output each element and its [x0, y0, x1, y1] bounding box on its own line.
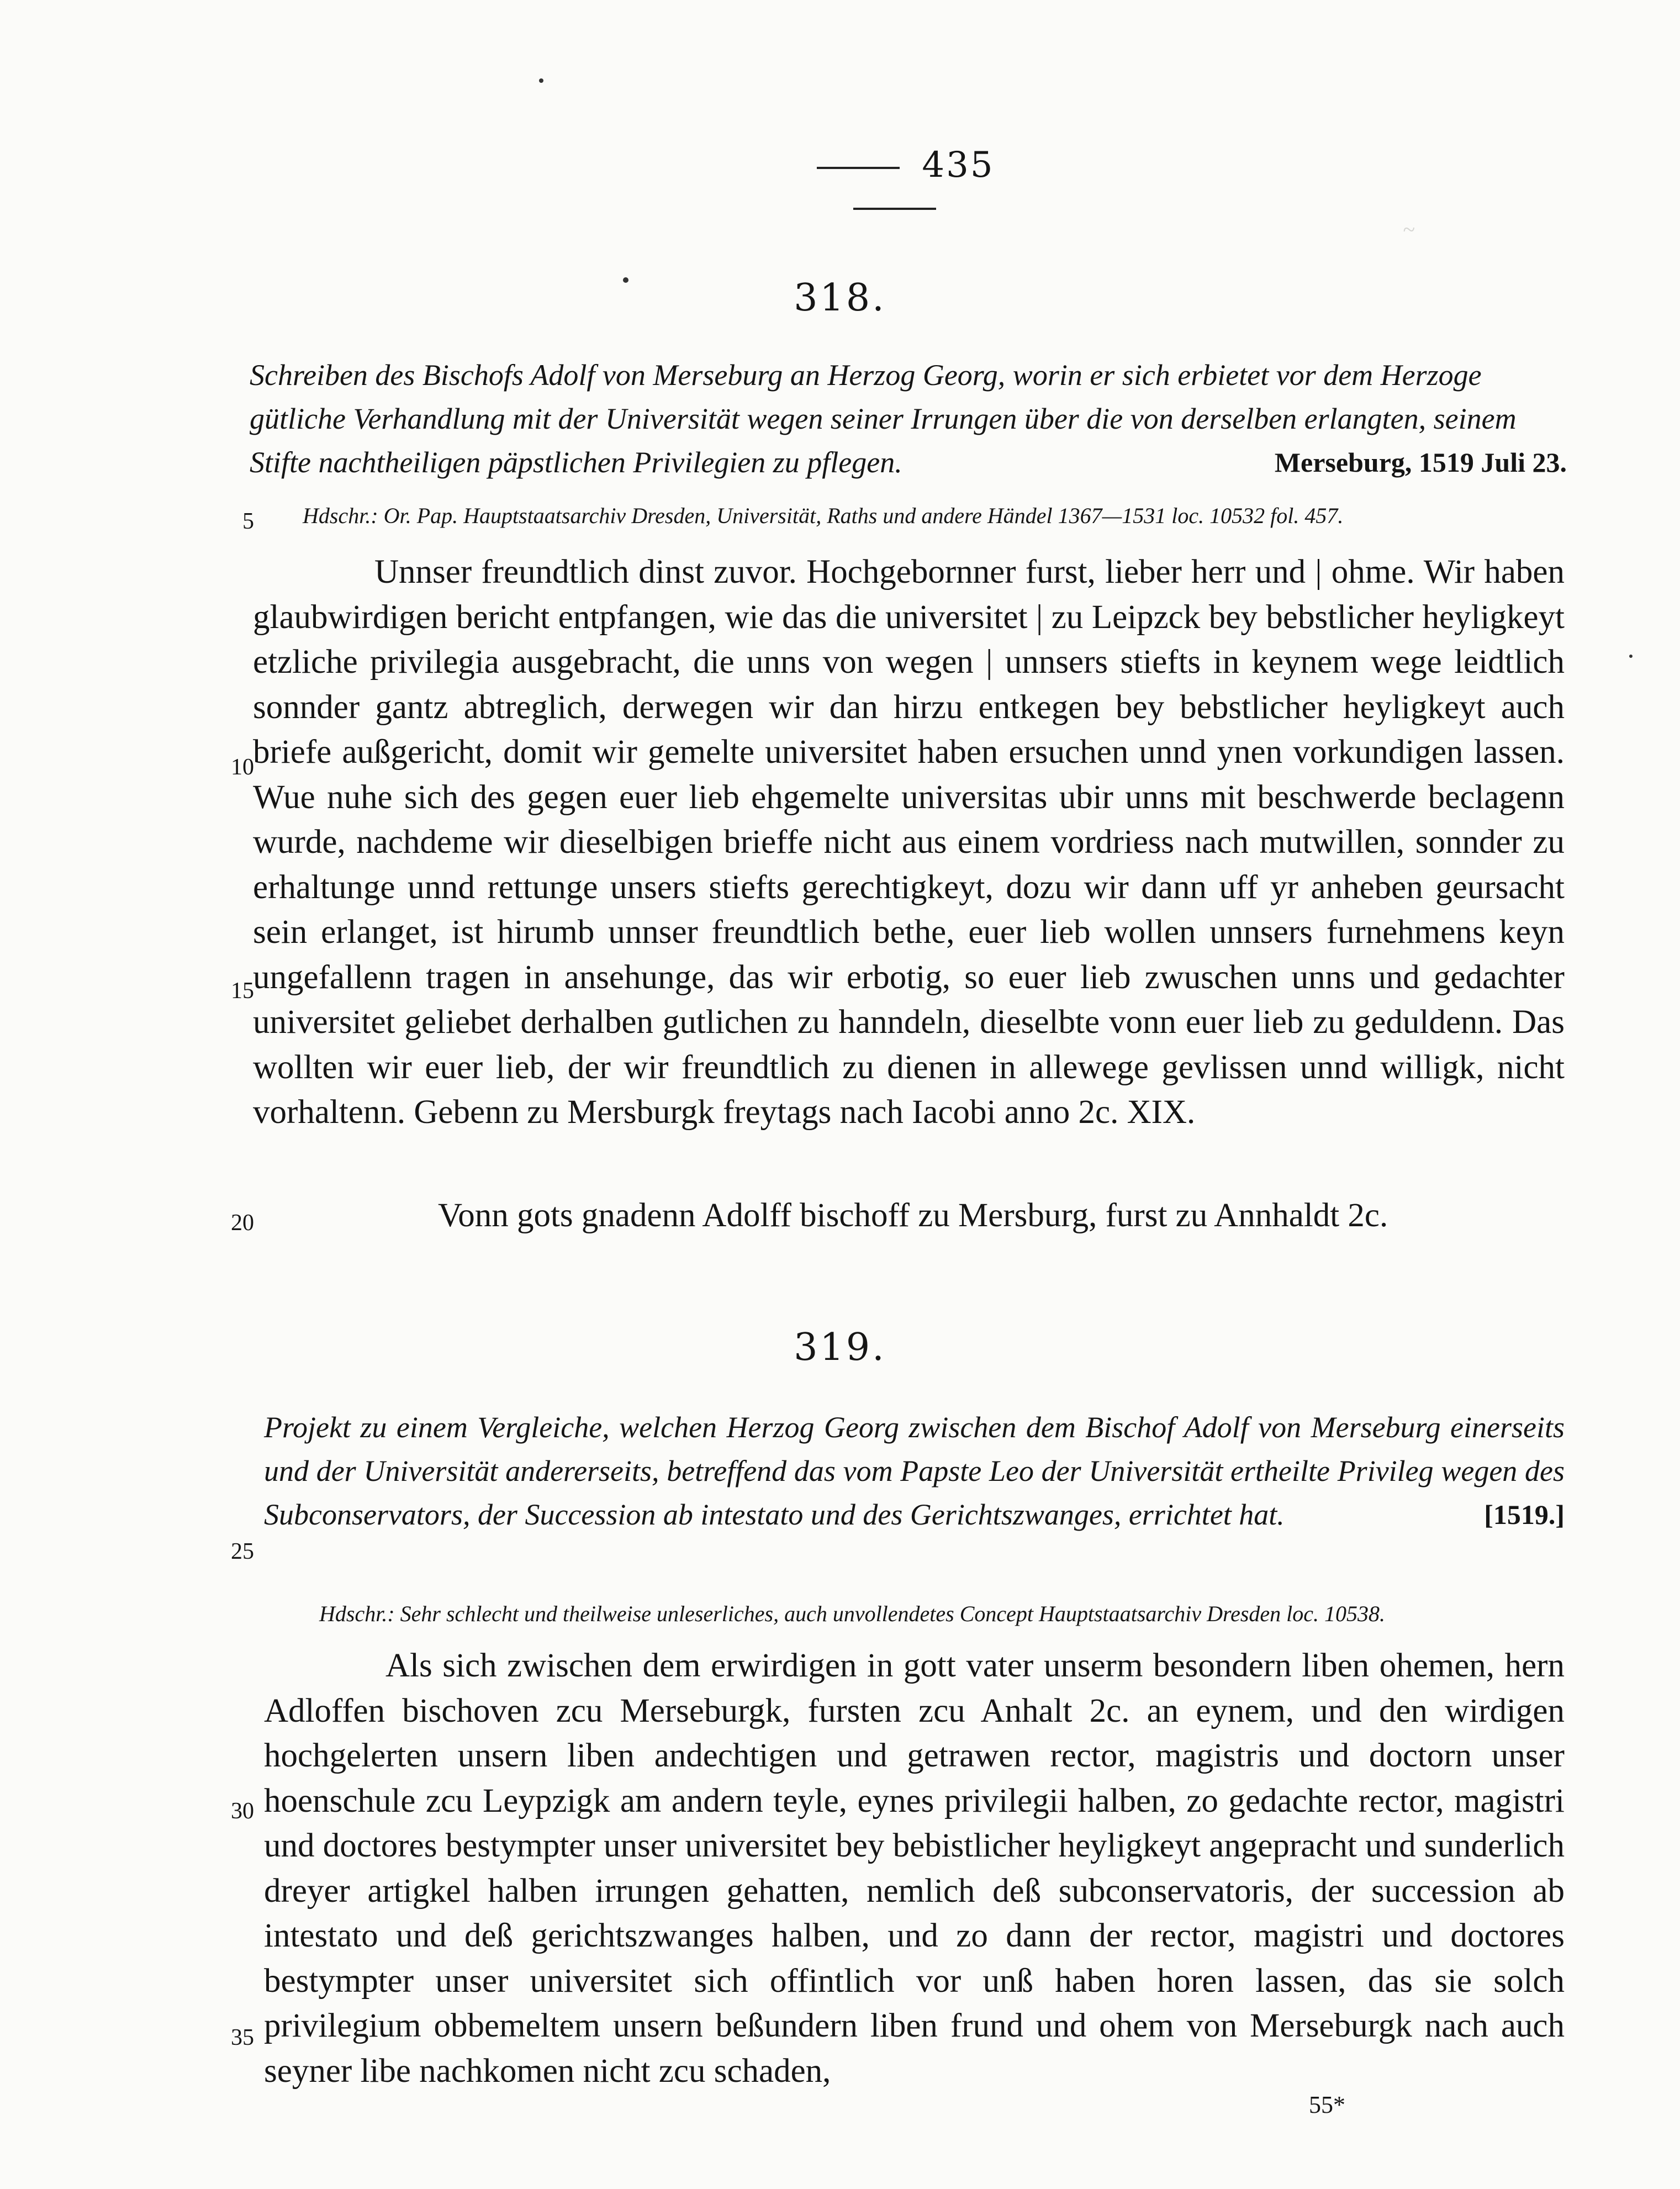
- document-date-319: [1519.]: [1484, 1499, 1565, 1530]
- show-through-mark: ~: [1403, 217, 1415, 242]
- document-summary-318: Schreiben des Bischofs Adolf von Merseburg an Herzog Georg, worin er sich erbietet vor dem Herzoge gütliche Verhandlung mit der Universität wegen seiner Irrungen über die von derselben erlangten, seinem Stifte nachtheiligen päpstlichen Privilegien zu pflegen. Merseburg, 1519 Juli 23.: [250, 354, 1567, 484]
- line-number: 20: [231, 1210, 254, 1236]
- scan-speck: [1629, 655, 1633, 658]
- document-number-319: 319.: [794, 1326, 886, 1369]
- page-number-rule-left: [817, 167, 900, 169]
- sheet-signature-mark: 55*: [1309, 2091, 1345, 2118]
- line-number: 30: [231, 1798, 254, 1824]
- document-signature-318: Vonn gots gnadenn Adolff bischoff zu Mersburg, furst zu Annhaldt 2c.: [438, 1197, 1388, 1234]
- document-body-319: Als sich zwischen dem erwirdigen in gott vater unserm besondern liben ohemen, hern Adloffen bischoven zcu Merseburgk, fursten zcu Anhalt 2c. an eynem, und den wirdigen hochgelerten unsern liben andechtigen und getrawen rector, magistris und doctorn unser hoenschule zcu Leypzigk am andern teyle, eynes privilegii halben, zo gedachte rector, magistri und doctores bestympter unser universitet bey bebistlicher heyligkeyt angepracht und sunderlich dreyer artigkel halben irrungen gehatten, nemlich deß subconservatoris, der succession ab intestato und deß gerichtszwanges halben, und zo dann der rector, magistri und doctores bestympter unser universitet sich offintlich vor unß haben horen lassen, das sie solch privilegium obbemeltem unsern beßundern liben frund und ohem von Merseburgk nach auch seyner libe nachkomen nicht zcu schaden,: [264, 1647, 1565, 2090]
- document-date-318: Merseburg, 1519 Juli 23.: [1274, 447, 1567, 478]
- line-number: 5: [242, 509, 254, 534]
- line-number: 15: [231, 978, 254, 1004]
- scan-speck: [623, 277, 628, 283]
- scan-speck: [539, 78, 543, 83]
- document-summary-319: Projekt zu einem Vergleiche, welchen Herzog Georg zwischen dem Bischof Adolf von Merseburg einerseits und der Universität andererseits, betreffend das vom Papste Leo der Universität ertheilte Privileg wegen des Subconservators, der Succession ab intestato und des Gerichtszwanges, errichtet hat. [1519.]: [264, 1406, 1565, 1537]
- page-number: 435: [751, 145, 1038, 226]
- document-body-318: Unnser freundtlich dinst zuvor. Hochgebornner furst, lieber herr und | ohme. Wir haben glaubwirdigen bericht entpfangen, wie das die universitet | zu Leipzck bey bebstlicher heyligkeyt etzliche privilegia ausgebracht, die unns von wegen | unnsers stiefts in keynem wege leidtlich sonnder gantz abtreglich, derwegen wir dan hirzu entkegen bey bebstlicher heyligkeyt auch briefe außgericht, domit wir gemelte universitet haben ersuchen unnd ynen vorkundigen lassen. Wue nuhe sich des gegen euer lieb ehgemelte universitas ubir unns mit beschwerde beclagenn wurde, nachdeme wir dieselbigen brieffe nicht aus einem vordriess nach mutwillen, sonnder zu erhaltunge unnd rettunge unsers stiefts gerechtigkeyt, dozu wir dann uff yr anheben geursacht sein erlanget, ist hirumb unnser freundtlich bethe, euer lieb wollen unnsers furnehmens keyn ungefallenn tragen in ansehunge, das wir erbotig, so euer lieb zwuschen unns und gedachter universitet geliebet derhalben gutlichen zu hanndeln, dieselbte vonn euer lieb zu geduldenn. Das wollten wir euer lieb, der wir freundtlich zu dienen in allewege gevlissen unnd willigk, nicht vorhaltenn. Gebenn zu Mersburgk freytags nach Iacobi anno 2c. XIX.: [253, 553, 1565, 1131]
- line-number: 35: [231, 2025, 254, 2050]
- page-number-rule-right: [853, 208, 936, 210]
- line-number: 10: [231, 755, 254, 780]
- line-number: 25: [231, 1539, 254, 1564]
- document-number-318: 318.: [794, 276, 886, 320]
- manuscript-note-319: Hdschr.: Sehr schlecht und theilweise unleserliches, auch unvollendetes Concept Hauptstaatsarchiv Dresden loc. 10538.: [319, 1601, 1386, 1626]
- manuscript-note-318: Hdschr.: Or. Pap. Hauptstaatsarchiv Dresden, Universität, Raths und andere Händel 1367—1531 loc. 10532 fol. 457.: [303, 503, 1344, 528]
